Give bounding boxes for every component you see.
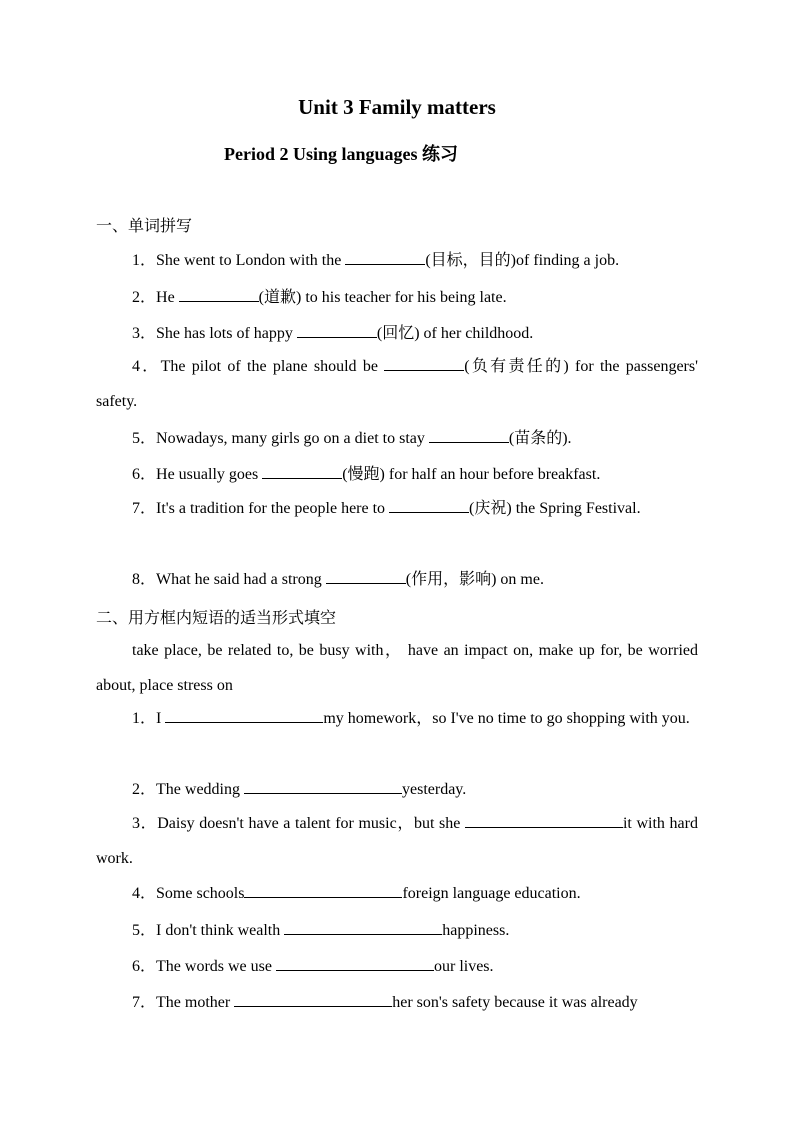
item-text-before: It's a tradition for the people here to xyxy=(156,500,390,517)
item-number: 6． xyxy=(132,466,157,483)
item-text-after: (道歉) to his teacher for his being late. xyxy=(258,289,507,306)
section1-heading: 一、单词拼写 xyxy=(96,218,193,235)
s2-item-7 xyxy=(132,992,638,1013)
s1-item-6 xyxy=(132,464,600,485)
item-number: 4． xyxy=(132,885,157,902)
answer-blank[interactable] xyxy=(276,956,434,971)
item-text-before: She has lots of happy xyxy=(156,325,297,342)
s1-item-2 xyxy=(132,287,507,308)
item-text-before: Daisy doesn't have a talent for music，but she xyxy=(157,815,465,832)
s1-item-5 xyxy=(132,428,572,449)
answer-blank[interactable] xyxy=(244,779,402,794)
item-text-before: I don't think wealth xyxy=(156,922,285,939)
item-text-after: (负有责任的) for the passengers' safety. xyxy=(96,358,698,410)
item-text-before: The wedding xyxy=(156,781,244,798)
page-subtitle: Period 2 Using languages 练习 xyxy=(224,144,459,164)
item-text-after: happiness. xyxy=(442,922,510,939)
item-text-before: The words we use xyxy=(156,958,276,975)
item-text-after: (庆祝) the Spring Festival. xyxy=(469,500,641,517)
answer-blank[interactable] xyxy=(179,287,259,302)
item-number: 7． xyxy=(132,500,157,517)
item-text-after: (慢跑) for half an hour before breakfast. xyxy=(342,466,601,483)
item-text-after: (回忆) of her childhood. xyxy=(376,325,534,342)
item-number: 6． xyxy=(132,958,157,975)
item-number: 4． xyxy=(132,358,161,375)
s1-item-7 xyxy=(96,492,698,527)
item-text-after: her son's safety because it was already xyxy=(392,994,638,1011)
item-text-after: foreign language education. xyxy=(402,885,581,902)
page-title: Unit 3 Family matters xyxy=(298,95,496,119)
item-text-before: Nowadays, many girls go on a diet to stay xyxy=(156,430,429,447)
item-text-after: it with hard work. xyxy=(96,815,698,867)
item-number: 7． xyxy=(132,994,157,1011)
item-number: 2． xyxy=(132,289,157,306)
s2-item-6 xyxy=(132,956,494,977)
s2-item-5 xyxy=(132,920,509,941)
item-text-after: (目标，目的)of finding a job. xyxy=(425,252,620,269)
section2-heading: 二、用方框内短语的适当形式填空 xyxy=(96,610,337,627)
item-number: 5． xyxy=(132,430,157,447)
item-text-after: (苗条的). xyxy=(508,430,572,447)
answer-blank[interactable] xyxy=(326,569,406,584)
answer-blank[interactable] xyxy=(165,708,323,723)
s2-item-3 xyxy=(96,807,698,876)
item-text-after: my homework，so I've no time to go shopping with you. xyxy=(323,710,690,727)
item-text-after: our lives. xyxy=(433,958,494,975)
answer-blank[interactable] xyxy=(234,992,392,1007)
s1-item-4 xyxy=(96,350,698,419)
answer-blank[interactable] xyxy=(284,920,442,935)
answer-blank[interactable] xyxy=(297,323,377,338)
item-number: 8． xyxy=(132,571,157,588)
s1-item-1 xyxy=(132,250,619,271)
item-text-before: The mother xyxy=(156,994,235,1011)
answer-blank[interactable] xyxy=(465,813,623,828)
item-number: 1． xyxy=(132,252,157,269)
s1-item-8 xyxy=(132,569,544,590)
s2-item-4 xyxy=(132,883,581,904)
item-number: 3． xyxy=(132,815,158,832)
answer-blank[interactable] xyxy=(262,464,342,479)
phrase-box: take place, be related to, be busy with， have an impact on, make up for, be worried about, place stress on xyxy=(96,642,699,694)
item-text-before: What he said had a strong xyxy=(156,571,326,588)
answer-blank[interactable] xyxy=(429,428,509,443)
item-number: 3． xyxy=(132,325,157,342)
item-text-before: Some schools xyxy=(156,885,245,902)
s2-item-2 xyxy=(132,779,466,800)
answer-blank[interactable] xyxy=(384,356,464,371)
item-text-before: He usually goes xyxy=(156,466,263,483)
item-text-before: The pilot of the plane should be xyxy=(160,358,385,375)
item-text-before: She went to London with the xyxy=(156,252,346,269)
s2-item-1 xyxy=(96,702,698,737)
answer-blank[interactable] xyxy=(389,498,469,513)
item-number: 1． xyxy=(132,710,157,727)
item-text-before: He xyxy=(156,289,179,306)
item-number: 2． xyxy=(132,781,157,798)
item-text-after: yesterday. xyxy=(402,781,467,798)
answer-blank[interactable] xyxy=(345,250,425,265)
item-number: 5． xyxy=(132,922,157,939)
item-text-before: I xyxy=(156,710,166,727)
item-text-after: (作用，影响) on me. xyxy=(405,571,544,588)
answer-blank[interactable] xyxy=(244,883,402,898)
s1-item-3 xyxy=(132,323,533,344)
